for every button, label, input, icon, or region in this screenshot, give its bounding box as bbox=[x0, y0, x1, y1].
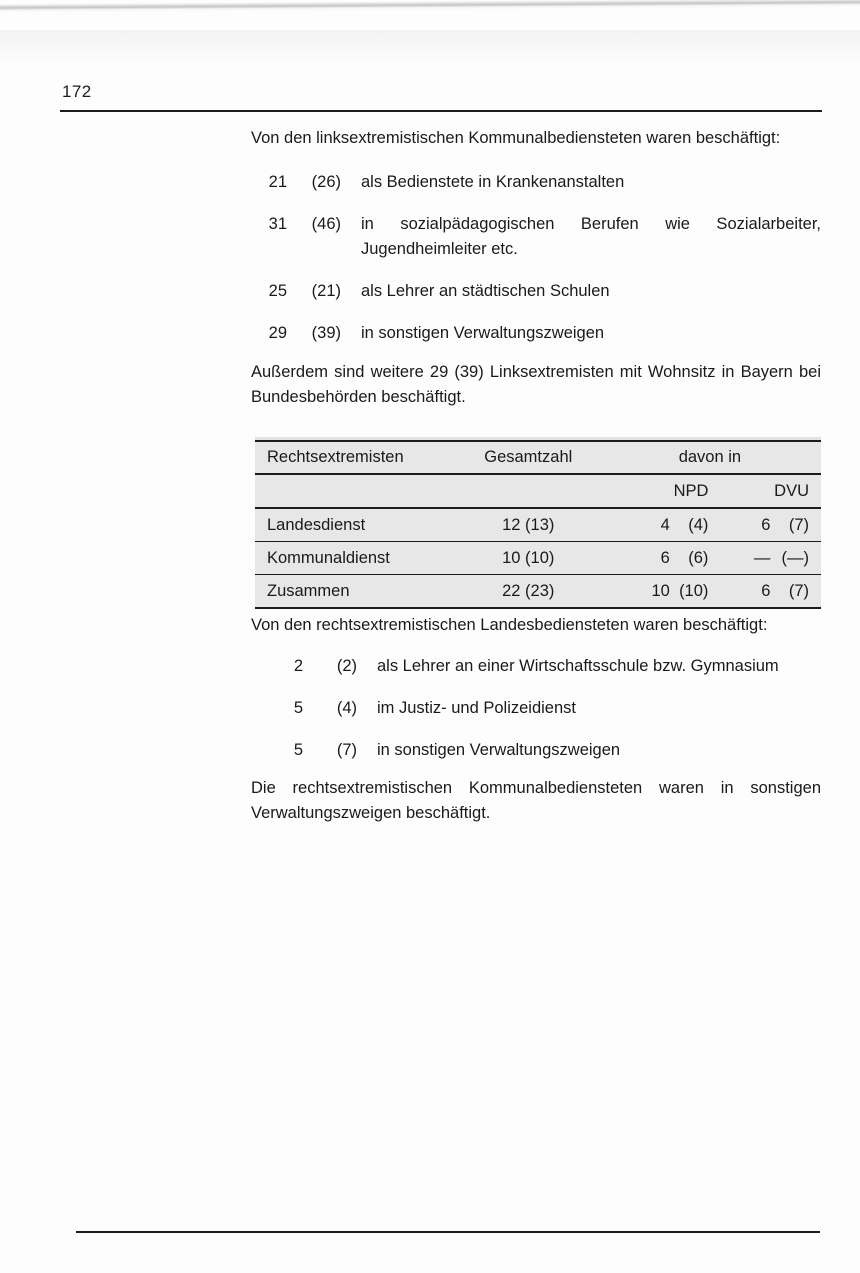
table-cell-npd bbox=[599, 508, 717, 542]
list-item-value-current: 5 bbox=[293, 699, 303, 717]
header-rule bbox=[60, 110, 822, 112]
list-item bbox=[251, 321, 821, 346]
list-item-value-current: 29 bbox=[268, 324, 287, 342]
list-item-value-previous: (39) bbox=[311, 324, 341, 342]
list-item bbox=[251, 738, 821, 763]
table-cell-dvu-current: — bbox=[753, 548, 771, 567]
list-item-text: in sonstigen Verwaltungszweigen bbox=[361, 324, 605, 342]
table-cell-npd-previous: (6) bbox=[688, 548, 709, 567]
table-cell-total: 22 (23) bbox=[502, 581, 555, 600]
list-item-value-current: 21 bbox=[268, 173, 287, 191]
table-row bbox=[255, 575, 821, 608]
list-item-text: als Lehrer an einer Wirtschaftsschule bzw. Gymnasium bbox=[377, 657, 779, 675]
scan-haze-artifact bbox=[0, 30, 860, 70]
table-cell-dvu-previous: (7) bbox=[788, 581, 809, 600]
federal-note-paragraph: Außerdem sind weitere 29 (39) Linksextremisten mit Wohnsitz in Bayern bei Bundesbehörden beschäftigt. bbox=[251, 363, 821, 406]
table-cell-npd-current: 6 bbox=[660, 548, 670, 567]
table-header-dvu: DVU bbox=[716, 474, 821, 508]
list-item bbox=[251, 279, 821, 304]
list-item-value-previous: (21) bbox=[311, 282, 341, 300]
table-header-spacer-left bbox=[255, 474, 458, 508]
list-item-value-previous: (2) bbox=[336, 657, 357, 675]
table-row bbox=[255, 508, 821, 542]
list-item-value-current: 25 bbox=[268, 282, 287, 300]
list-item-value-current: 2 bbox=[293, 657, 303, 675]
left-extremist-list bbox=[251, 170, 821, 346]
table-header-row-secondary bbox=[255, 474, 821, 508]
list-item-text: im Justiz- und Polizeidienst bbox=[377, 699, 576, 717]
list-item bbox=[251, 696, 821, 721]
table-cell-npd-previous: (4) bbox=[688, 515, 709, 534]
table-cell-label: Zusammen bbox=[267, 581, 350, 600]
table-header-spacer-mid bbox=[458, 474, 599, 508]
table-header-row-primary bbox=[255, 442, 821, 474]
table-cell-dvu bbox=[716, 575, 821, 608]
list-item-value-previous: (46) bbox=[311, 215, 341, 233]
list-item bbox=[251, 170, 821, 195]
rechtsextremisten-table bbox=[255, 440, 821, 609]
scan-edge-artifact bbox=[0, 0, 860, 13]
intro-right-paragraph: Von den rechtsextremistischen Landesbediensteten waren beschäftigt: bbox=[251, 616, 768, 634]
text-column-lower bbox=[251, 613, 821, 826]
closing-paragraph: Die rechtsextremistischen Kommunalbediensteten waren in sonstigen Verwaltungszweigen beschäftigt. bbox=[251, 779, 821, 822]
footer-rule bbox=[76, 1231, 820, 1233]
table-cell-dvu-current: 6 bbox=[761, 581, 771, 600]
table-cell-dvu-previous: (7) bbox=[788, 515, 809, 534]
text-column bbox=[251, 126, 821, 410]
list-item bbox=[251, 212, 821, 262]
list-item-value-previous: (4) bbox=[336, 699, 357, 717]
table-cell-npd bbox=[599, 575, 717, 608]
right-extremist-list bbox=[251, 654, 821, 763]
table-cell-total: 10 (10) bbox=[458, 542, 599, 575]
table-header-total: Gesamtzahl bbox=[458, 442, 599, 474]
list-item-text: in sonstigen Verwaltungszweigen bbox=[377, 741, 621, 759]
list-item-text: als Bedienstete in Krankenanstalten bbox=[361, 173, 625, 191]
table-header-breakdown: davon in bbox=[599, 442, 821, 474]
list-item bbox=[251, 654, 821, 679]
list-item-text: als Lehrer an städtischen Schulen bbox=[361, 282, 610, 300]
page-number: 172 bbox=[62, 82, 92, 101]
list-item-value-current: 31 bbox=[268, 215, 287, 233]
list-item-value-previous: (26) bbox=[311, 173, 341, 191]
table-cell-dvu-current: 6 bbox=[761, 515, 771, 534]
table-cell-npd-current: 10 bbox=[651, 581, 670, 600]
table-cell-npd bbox=[599, 542, 717, 575]
list-item-value-previous: (7) bbox=[336, 741, 357, 759]
table-cell-dvu bbox=[716, 542, 821, 575]
intro-left-paragraph: Von den linksextremistischen Kommunalbediensteten waren beschäftigt: bbox=[251, 129, 781, 147]
list-item-value-current: 5 bbox=[293, 741, 303, 759]
table-cell-npd-previous: (10) bbox=[679, 581, 709, 600]
table-cell-label: Kommunaldienst bbox=[255, 542, 458, 575]
table-header-category: Rechtsextremisten bbox=[255, 442, 458, 474]
table-cell-total: 12 (13) bbox=[458, 508, 599, 542]
table-cell-label: Landesdienst bbox=[255, 508, 458, 542]
table-cell-npd-current: 4 bbox=[660, 515, 670, 534]
table-row bbox=[255, 542, 821, 575]
list-item-text: in sozialpädagogischen Berufen wie Sozialarbeiter, Jugendheimleiter etc. bbox=[361, 215, 821, 258]
table-cell-dvu-previous: (—) bbox=[781, 548, 809, 567]
table-header-npd: NPD bbox=[599, 474, 717, 508]
table-cell-dvu bbox=[716, 508, 821, 542]
